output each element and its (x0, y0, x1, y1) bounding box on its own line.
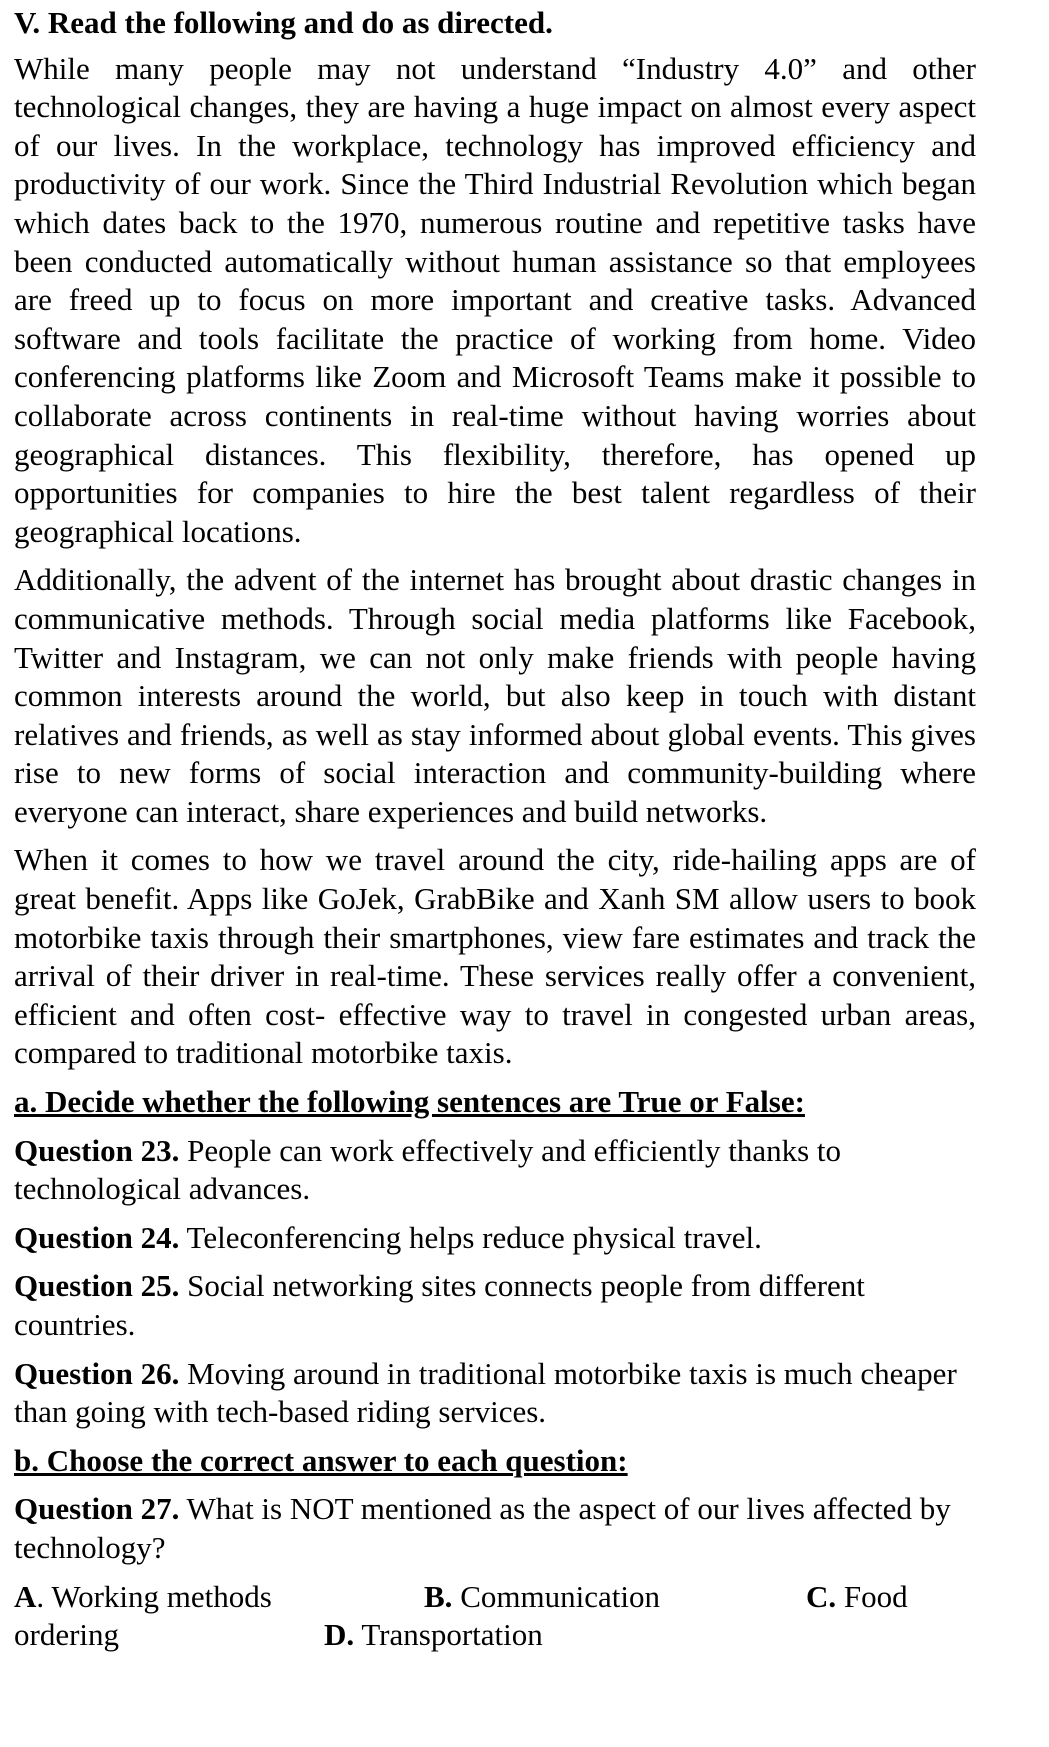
question-text: Moving around in traditional motorbike taxis is much cheaper than going with tech-based riding services. (14, 1355, 957, 1430)
part-a-heading: a. Decide whether the following sentences are True or False: (14, 1084, 805, 1120)
option-d (324, 1616, 543, 1655)
option-letter: C. (806, 1578, 837, 1614)
option-text: Transportation (354, 1617, 543, 1653)
question-text: People can work effectively and efficiently thanks to technological advances. (14, 1132, 842, 1207)
option-a (14, 1578, 272, 1617)
option-b (424, 1578, 660, 1617)
passage-paragraph-1: While many people may not understand “Industry 4.0” and other technological changes, they are having a huge impact on almost every aspect of our lives. In the workplace, technology has improved efficiency and productivity of our work. Since the Third Industrial Revolution which began which dates back to the 1970, numerous routine and repetitive tasks have been conducted automatically without human assistance so that employees are freed up to focus on more important and creative tasks. Advanced software and tools facilitate the practice of working from home. Video conferencing platforms like Zoom and Microsoft Teams make it possible to collaborate across continents in real-time without having worries about geographical distances. This flexibility, therefore, has opened up opportunities for companies to hire the best talent regardless of their geographical locations. (14, 50, 976, 549)
question-text: Social networking sites connects people from different countries. (14, 1268, 865, 1342)
option-c-continuation: ordering (14, 1617, 120, 1653)
question-text: Teleconferencing helps reduce physical travel. (179, 1219, 762, 1255)
question-label: Question 23. (14, 1132, 180, 1168)
question-label: Question 25. (14, 1268, 180, 1304)
question-26 (14, 1355, 976, 1432)
option-text: Food (836, 1578, 908, 1614)
option-letter: B. (424, 1578, 453, 1614)
question-label: Question 26. (14, 1355, 180, 1391)
passage-paragraph-2: Additionally, the advent of the internet has brought about drastic changes in communicative methods. Through social media platforms like Facebook, Twitter and Instagram, we can not only make friends with people having common interests around the world, but also keep in touch with distant relatives and friends, as well as stay informed about global events. This gives rise to new forms of social interaction and community-building where everyone can interact, share experiences and build networks. (14, 562, 976, 829)
answer-options (14, 1578, 976, 1656)
question-label: Question 24. (14, 1219, 180, 1255)
option-text: . Working methods (36, 1578, 272, 1614)
part-b-heading: b. Choose the correct answer to each question: (14, 1442, 628, 1478)
option-letter: D. (324, 1617, 355, 1653)
question-24 (14, 1219, 976, 1258)
section-title: V. Read the following and do as directed. (14, 5, 553, 40)
option-c (806, 1578, 908, 1617)
option-text: Communication (452, 1578, 660, 1614)
passage-paragraph-3: When it comes to how we travel around the city, ride-hailing apps are of great benefit. Apps like GoJek, GrabBike and Xanh SM allow users to book motorbike taxis through their smartphones, view fare estimates and track the arrival of their driver in real-time. These services really offer a convenient, efficient and often cost- effective way to travel in congested urban areas, compared to traditional motorbike taxis. (14, 842, 976, 1071)
question-27 (14, 1490, 976, 1567)
question-text: What is NOT mentioned as the aspect of our lives affected by technology? (14, 1491, 951, 1565)
worksheet-page (14, 4, 976, 1656)
option-letter: A (14, 1578, 37, 1614)
question-label: Question 27. (14, 1491, 180, 1527)
question-25 (14, 1267, 976, 1344)
question-23 (14, 1132, 976, 1209)
